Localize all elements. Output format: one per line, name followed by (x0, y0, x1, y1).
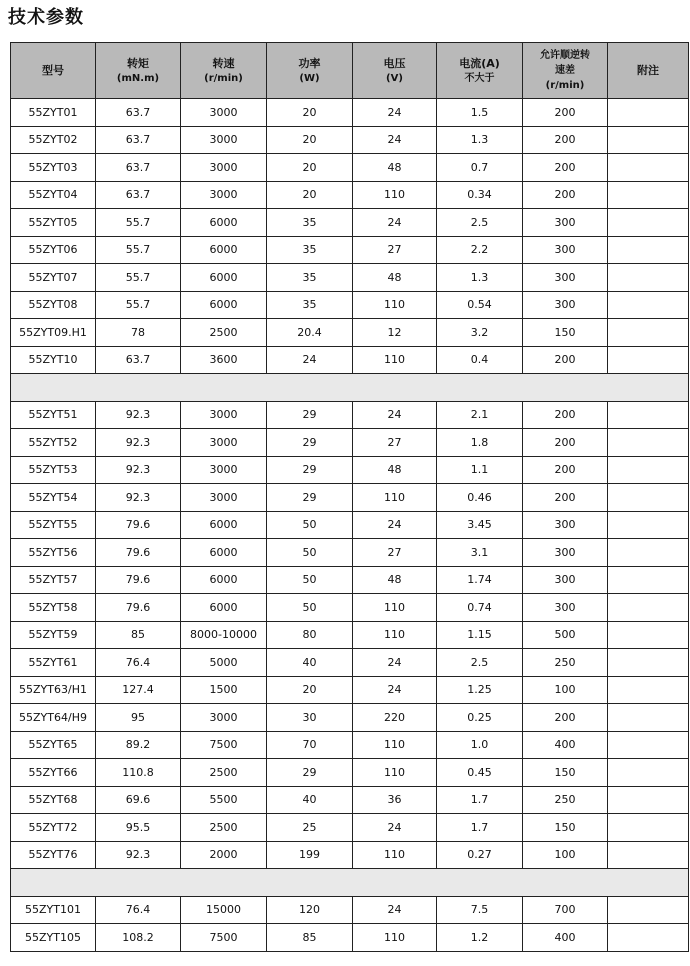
model-cell: 55ZYT57 (11, 566, 96, 594)
torque-cell: 92.3 (96, 484, 181, 512)
remarks-cell (608, 126, 689, 154)
page-title: 技术参数 (8, 7, 84, 28)
current-cell: 1.8 (437, 429, 523, 457)
torque-cell: 76.4 (96, 649, 181, 677)
current-cell: 3.2 (437, 319, 523, 347)
voltage-cell: 48 (353, 456, 437, 484)
torque-cell: 127.4 (96, 676, 181, 704)
power-cell: 20.4 (267, 319, 353, 347)
speed-cell: 8000-10000 (181, 621, 267, 649)
voltage-cell: 27 (353, 429, 437, 457)
speed-diff-cell: 200 (523, 126, 608, 154)
current-cell: 1.2 (437, 924, 523, 952)
model-cell: 55ZYT01 (11, 99, 96, 127)
remarks-cell (608, 704, 689, 732)
power-cell: 85 (267, 924, 353, 952)
model-cell: 55ZYT08 (11, 291, 96, 319)
power-cell: 50 (267, 511, 353, 539)
power-cell: 199 (267, 841, 353, 869)
speed-cell: 2500 (181, 319, 267, 347)
current-cell: 0.46 (437, 484, 523, 512)
model-cell: 55ZYT58 (11, 594, 96, 622)
table-row (11, 676, 689, 704)
speed-diff-cell: 200 (523, 346, 608, 374)
speed-cell: 3000 (181, 154, 267, 182)
voltage-cell: 48 (353, 264, 437, 292)
voltage-cell: 24 (353, 676, 437, 704)
table-row (11, 896, 689, 924)
model-cell: 55ZYT06 (11, 236, 96, 264)
remarks-cell (608, 896, 689, 924)
table-row (11, 731, 689, 759)
model-cell: 55ZYT72 (11, 814, 96, 842)
header-unit: (mN.m) (116, 72, 160, 84)
voltage-cell: 48 (353, 154, 437, 182)
header-label: 转矩 (127, 56, 149, 70)
current-cell: 1.7 (437, 786, 523, 814)
header-label: 允许顺逆转 (540, 50, 590, 61)
power-cell: 20 (267, 154, 353, 182)
voltage-cell: 110 (353, 924, 437, 952)
table-row (11, 841, 689, 869)
header-torque (96, 43, 181, 99)
table-row (11, 126, 689, 154)
model-cell: 55ZYT09.H1 (11, 319, 96, 347)
speed-diff-cell: 300 (523, 264, 608, 292)
speed-cell: 2000 (181, 841, 267, 869)
voltage-cell: 110 (353, 181, 437, 209)
model-cell: 55ZYT68 (11, 786, 96, 814)
remarks-cell (608, 924, 689, 952)
speed-diff-cell: 300 (523, 291, 608, 319)
model-cell: 55ZYT51 (11, 401, 96, 429)
torque-cell: 92.3 (96, 456, 181, 484)
voltage-cell: 36 (353, 786, 437, 814)
speed-diff-cell: 200 (523, 704, 608, 732)
header-unit: 不大于 (464, 72, 495, 84)
table-row (11, 264, 689, 292)
table-row (11, 456, 689, 484)
table-row (11, 594, 689, 622)
speed-cell: 3000 (181, 484, 267, 512)
speed-cell: 5500 (181, 786, 267, 814)
torque-cell: 63.7 (96, 154, 181, 182)
speed-cell: 3000 (181, 401, 267, 429)
model-cell: 55ZYT76 (11, 841, 96, 869)
torque-cell: 63.7 (96, 126, 181, 154)
speed-diff-cell: 200 (523, 181, 608, 209)
header-label: 转速 (212, 56, 235, 70)
torque-cell: 63.7 (96, 346, 181, 374)
table-row (11, 759, 689, 787)
current-cell: 2.1 (437, 401, 523, 429)
header-label: 功率 (298, 56, 321, 70)
speed-cell: 3000 (181, 429, 267, 457)
header-speed (181, 43, 267, 99)
torque-cell: 79.6 (96, 539, 181, 567)
remarks-cell (608, 484, 689, 512)
header-unit: (V) (386, 72, 403, 84)
voltage-cell: 110 (353, 291, 437, 319)
remarks-cell (608, 511, 689, 539)
remarks-cell (608, 594, 689, 622)
power-cell: 29 (267, 401, 353, 429)
table-row (11, 401, 689, 429)
header-current (437, 43, 523, 99)
header-unit: (W) (299, 72, 320, 84)
power-cell: 40 (267, 649, 353, 677)
table-row (11, 429, 689, 457)
torque-cell: 79.6 (96, 511, 181, 539)
voltage-cell: 220 (353, 704, 437, 732)
model-cell: 55ZYT56 (11, 539, 96, 567)
speed-diff-cell: 200 (523, 401, 608, 429)
remarks-cell (608, 346, 689, 374)
current-cell: 1.1 (437, 456, 523, 484)
current-cell: 1.5 (437, 99, 523, 127)
torque-cell: 63.7 (96, 99, 181, 127)
voltage-cell: 24 (353, 649, 437, 677)
speed-diff-cell: 150 (523, 759, 608, 787)
model-cell: 55ZYT05 (11, 209, 96, 237)
power-cell: 70 (267, 731, 353, 759)
voltage-cell: 110 (353, 731, 437, 759)
speed-diff-cell: 100 (523, 676, 608, 704)
header-label: 电压 (383, 56, 406, 70)
model-cell: 55ZYT61 (11, 649, 96, 677)
remarks-cell (608, 401, 689, 429)
remarks-cell (608, 209, 689, 237)
voltage-cell: 24 (353, 814, 437, 842)
model-cell: 55ZYT59 (11, 621, 96, 649)
voltage-cell: 24 (353, 209, 437, 237)
current-cell: 0.27 (437, 841, 523, 869)
power-cell: 20 (267, 676, 353, 704)
model-cell: 55ZYT64/H9 (11, 704, 96, 732)
table-row (11, 319, 689, 347)
power-cell: 40 (267, 786, 353, 814)
speed-cell: 6000 (181, 209, 267, 237)
torque-cell: 78 (96, 319, 181, 347)
speed-diff-cell: 300 (523, 511, 608, 539)
current-cell: 2.5 (437, 209, 523, 237)
table-row (11, 649, 689, 677)
model-cell: 55ZYT03 (11, 154, 96, 182)
speed-cell: 2500 (181, 759, 267, 787)
speed-diff-cell: 150 (523, 319, 608, 347)
model-cell: 55ZYT53 (11, 456, 96, 484)
current-cell: 1.7 (437, 814, 523, 842)
voltage-cell: 24 (353, 99, 437, 127)
model-cell: 55ZYT04 (11, 181, 96, 209)
speed-diff-cell: 200 (523, 154, 608, 182)
remarks-cell (608, 456, 689, 484)
table-row (11, 511, 689, 539)
remarks-cell (608, 676, 689, 704)
remarks-cell (608, 539, 689, 567)
speed-diff-cell: 400 (523, 924, 608, 952)
torque-cell: 55.7 (96, 209, 181, 237)
remarks-cell (608, 319, 689, 347)
voltage-cell: 24 (353, 401, 437, 429)
speed-diff-cell: 300 (523, 236, 608, 264)
speed-cell: 6000 (181, 511, 267, 539)
model-cell: 55ZYT66 (11, 759, 96, 787)
table-row (11, 786, 689, 814)
header-label: 电流(A) (459, 56, 500, 70)
current-cell: 0.54 (437, 291, 523, 319)
current-cell: 2.5 (437, 649, 523, 677)
model-cell: 55ZYT54 (11, 484, 96, 512)
torque-cell: 95.5 (96, 814, 181, 842)
speed-diff-cell: 400 (523, 731, 608, 759)
torque-cell: 92.3 (96, 841, 181, 869)
current-cell: 1.3 (437, 126, 523, 154)
voltage-cell: 110 (353, 759, 437, 787)
torque-cell: 79.6 (96, 566, 181, 594)
remarks-cell (608, 814, 689, 842)
speed-diff-cell: 300 (523, 594, 608, 622)
table-row (11, 924, 689, 952)
power-cell: 29 (267, 456, 353, 484)
speed-cell: 6000 (181, 264, 267, 292)
remarks-cell (608, 99, 689, 127)
speed-cell: 3000 (181, 704, 267, 732)
power-cell: 120 (267, 896, 353, 924)
speed-diff-cell: 250 (523, 649, 608, 677)
current-cell: 1.15 (437, 621, 523, 649)
torque-cell: 55.7 (96, 291, 181, 319)
table-row (11, 209, 689, 237)
remarks-cell (608, 181, 689, 209)
header-remarks (608, 43, 689, 99)
speed-cell: 3000 (181, 181, 267, 209)
header-label-line2: 速差 (555, 65, 575, 76)
remarks-cell (608, 264, 689, 292)
spec-table (10, 42, 689, 952)
table-row (11, 621, 689, 649)
header-row (11, 43, 689, 99)
current-cell: 0.34 (437, 181, 523, 209)
current-cell: 7.5 (437, 896, 523, 924)
torque-cell: 108.2 (96, 924, 181, 952)
current-cell: 3.45 (437, 511, 523, 539)
power-cell: 35 (267, 209, 353, 237)
speed-diff-cell: 150 (523, 814, 608, 842)
remarks-cell (608, 621, 689, 649)
separator-cell (11, 374, 689, 402)
header-unit: (r/min) (545, 80, 585, 91)
speed-diff-cell: 200 (523, 429, 608, 457)
speed-cell: 5000 (181, 649, 267, 677)
current-cell: 1.25 (437, 676, 523, 704)
table-row (11, 154, 689, 182)
speed-diff-cell: 100 (523, 841, 608, 869)
power-cell: 29 (267, 484, 353, 512)
speed-diff-cell: 300 (523, 209, 608, 237)
power-cell: 50 (267, 594, 353, 622)
power-cell: 50 (267, 539, 353, 567)
current-cell: 2.2 (437, 236, 523, 264)
torque-cell: 89.2 (96, 731, 181, 759)
current-cell: 0.45 (437, 759, 523, 787)
remarks-cell (608, 786, 689, 814)
table-row (11, 704, 689, 732)
header-voltage (353, 43, 437, 99)
voltage-cell: 27 (353, 236, 437, 264)
torque-cell: 92.3 (96, 401, 181, 429)
table-row (11, 539, 689, 567)
speed-diff-cell: 200 (523, 99, 608, 127)
voltage-cell: 24 (353, 896, 437, 924)
speed-diff-cell: 300 (523, 539, 608, 567)
power-cell: 20 (267, 99, 353, 127)
power-cell: 35 (267, 236, 353, 264)
voltage-cell: 27 (353, 539, 437, 567)
voltage-cell: 110 (353, 841, 437, 869)
remarks-cell (608, 731, 689, 759)
torque-cell: 92.3 (96, 429, 181, 457)
table-row (11, 236, 689, 264)
remarks-cell (608, 759, 689, 787)
table-row (11, 484, 689, 512)
header-speed-diff (523, 43, 608, 99)
voltage-cell: 48 (353, 566, 437, 594)
torque-cell: 55.7 (96, 236, 181, 264)
current-cell: 3.1 (437, 539, 523, 567)
speed-cell: 3000 (181, 456, 267, 484)
speed-diff-cell: 200 (523, 484, 608, 512)
power-cell: 24 (267, 346, 353, 374)
voltage-cell: 110 (353, 484, 437, 512)
speed-cell: 3000 (181, 99, 267, 127)
header-model (11, 43, 96, 99)
speed-diff-cell: 250 (523, 786, 608, 814)
power-cell: 29 (267, 759, 353, 787)
power-cell: 20 (267, 126, 353, 154)
speed-cell: 6000 (181, 539, 267, 567)
group-separator-row (11, 869, 689, 897)
current-cell: 0.4 (437, 346, 523, 374)
torque-cell: 110.8 (96, 759, 181, 787)
power-cell: 30 (267, 704, 353, 732)
power-cell: 35 (267, 291, 353, 319)
remarks-cell (608, 649, 689, 677)
model-cell: 55ZYT52 (11, 429, 96, 457)
power-cell: 25 (267, 814, 353, 842)
torque-cell: 79.6 (96, 594, 181, 622)
torque-cell: 76.4 (96, 896, 181, 924)
power-cell: 20 (267, 181, 353, 209)
model-cell: 55ZYT63/H1 (11, 676, 96, 704)
speed-cell: 6000 (181, 566, 267, 594)
power-cell: 35 (267, 264, 353, 292)
speed-diff-cell: 500 (523, 621, 608, 649)
model-cell: 55ZYT105 (11, 924, 96, 952)
current-cell: 1.0 (437, 731, 523, 759)
torque-cell: 55.7 (96, 264, 181, 292)
speed-cell: 6000 (181, 291, 267, 319)
speed-diff-cell: 700 (523, 896, 608, 924)
voltage-cell: 24 (353, 511, 437, 539)
speed-cell: 3600 (181, 346, 267, 374)
header-label: 附注 (637, 64, 659, 77)
table-row (11, 181, 689, 209)
group-separator-row (11, 374, 689, 402)
table-row (11, 566, 689, 594)
power-cell: 80 (267, 621, 353, 649)
current-cell: 1.3 (437, 264, 523, 292)
speed-cell: 7500 (181, 924, 267, 952)
torque-cell: 95 (96, 704, 181, 732)
table-row (11, 346, 689, 374)
power-cell: 29 (267, 429, 353, 457)
model-cell: 55ZYT55 (11, 511, 96, 539)
remarks-cell (608, 154, 689, 182)
remarks-cell (608, 291, 689, 319)
current-cell: 0.74 (437, 594, 523, 622)
model-cell: 55ZYT02 (11, 126, 96, 154)
table-body (11, 99, 689, 952)
header-power (267, 43, 353, 99)
model-cell: 55ZYT07 (11, 264, 96, 292)
voltage-cell: 12 (353, 319, 437, 347)
table-row (11, 814, 689, 842)
remarks-cell (608, 841, 689, 869)
table-row (11, 99, 689, 127)
model-cell: 55ZYT10 (11, 346, 96, 374)
table-row (11, 291, 689, 319)
speed-cell: 15000 (181, 896, 267, 924)
speed-diff-cell: 300 (523, 566, 608, 594)
remarks-cell (608, 566, 689, 594)
remarks-cell (608, 429, 689, 457)
current-cell: 0.25 (437, 704, 523, 732)
model-cell: 55ZYT65 (11, 731, 96, 759)
remarks-cell (608, 236, 689, 264)
header-label: 型号 (42, 64, 64, 77)
speed-cell: 6000 (181, 594, 267, 622)
voltage-cell: 110 (353, 346, 437, 374)
current-cell: 0.7 (437, 154, 523, 182)
speed-cell: 6000 (181, 236, 267, 264)
voltage-cell: 24 (353, 126, 437, 154)
speed-cell: 3000 (181, 126, 267, 154)
torque-cell: 69.6 (96, 786, 181, 814)
torque-cell: 85 (96, 621, 181, 649)
separator-cell (11, 869, 689, 897)
model-cell: 55ZYT101 (11, 896, 96, 924)
current-cell: 1.74 (437, 566, 523, 594)
power-cell: 50 (267, 566, 353, 594)
voltage-cell: 110 (353, 621, 437, 649)
header-unit: (r/min) (204, 72, 243, 84)
speed-cell: 7500 (181, 731, 267, 759)
speed-diff-cell: 200 (523, 456, 608, 484)
speed-cell: 1500 (181, 676, 267, 704)
torque-cell: 63.7 (96, 181, 181, 209)
speed-cell: 2500 (181, 814, 267, 842)
voltage-cell: 110 (353, 594, 437, 622)
